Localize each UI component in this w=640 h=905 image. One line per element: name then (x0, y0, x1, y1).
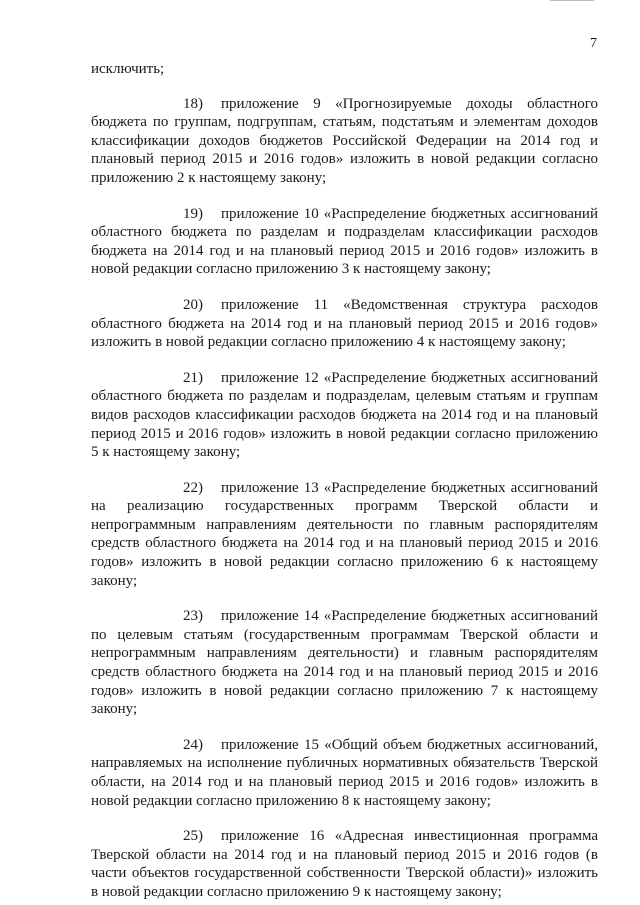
list-item (91, 369, 598, 462)
list-item (91, 205, 598, 279)
item-text: приложение 12 «Распределение бюджетных ассигнований областного бюджета по разделам и подразделам, целевым статьям и группам видов расходов классификации расходов бюджета на 2014 год и на плановый период 2015 и 2016 годов» изложить в новой редакции согласно приложению 5 к настоящему закону; (91, 369, 598, 461)
item-text: приложение 10 «Распределение бюджетных ассигнований областного бюджета по разделам и подразделам классификации расходов бюджета на 2014 год и на плановый период 2015 и 2016 годов» изложить в новой редакции согласно приложению 3 к настоящему закону; (91, 205, 598, 278)
item-number: 23) (183, 608, 203, 625)
item-number: 24) (183, 736, 203, 753)
list-item (91, 736, 598, 810)
list-item (91, 827, 598, 901)
item-number: 18) (183, 95, 203, 112)
item-number: 19) (183, 205, 203, 222)
list-item (91, 607, 598, 719)
item-text: приложение 11 «Ведомственная структура расходов областного бюджета на 2014 год и на плановый период 2015 и 2016 годов» изложить в новой редакции согласно приложению 4 к настоящему закону; (91, 296, 598, 351)
item-number: 20) (183, 296, 203, 313)
item-text: приложение 9 «Прогнозируемые доходы областного бюджета по группам, подгруппам, статьям, подстатьям и элементам доходов классификации доходов бюджетов Российской Федерации на 2014 год и плановый период 2015 и 2016 годов» изложить в новой редакции согласно приложению 2 к настоящему закону; (91, 95, 598, 186)
scan-edge-mark (550, 0, 594, 3)
item-number: 25) (183, 828, 203, 845)
intro-text: исключить; (91, 61, 165, 77)
list-item (91, 479, 598, 591)
item-number: 21) (183, 369, 203, 386)
item-text: приложение 15 «Общий объем бюджетных ассигнований, направляемых на исполнение публичных нормативных обязательств Тверской области, на 2014 год и на плановый период 2015 и 2016 годов» изложить в новой редакции согласно приложению 8 к настоящему закону; (91, 736, 598, 809)
item-text: приложение 14 «Распределение бюджетных ассигнований по целевым статьям (государственным программам Тверской области и непрограммным направлениям деятельности) и главным распорядителям средств областного бюджета на 2014 год и на плановый период 2015 и 2016 годов» изложить в новой редакции согласно приложению 7 к настоящему закону; (91, 608, 598, 718)
list-item (91, 296, 598, 352)
item-text: приложение 13 «Распределение бюджетных ассигнований на реализацию государственных программ Тверской области и непрограммным направлениям деятельности по главным распорядителям средств областного бюджета на 2014 год и на плановый период 2015 и 2016 годов» изложить в новой редакции согласно приложению 6 к настоящему закону; (91, 479, 598, 589)
list-item (91, 95, 598, 188)
page-number: 7 (590, 36, 597, 51)
item-number: 22) (183, 479, 203, 496)
document-body (91, 60, 598, 902)
item-text: приложение 16 «Адресная инвестиционная программа Тверской области на 2014 год и на плановый период 2015 и 2016 годов (в части объектов государственной собственности Тверской области)» изложить в новой редакции согласно приложению 9 к настоящему закону; (91, 828, 598, 900)
